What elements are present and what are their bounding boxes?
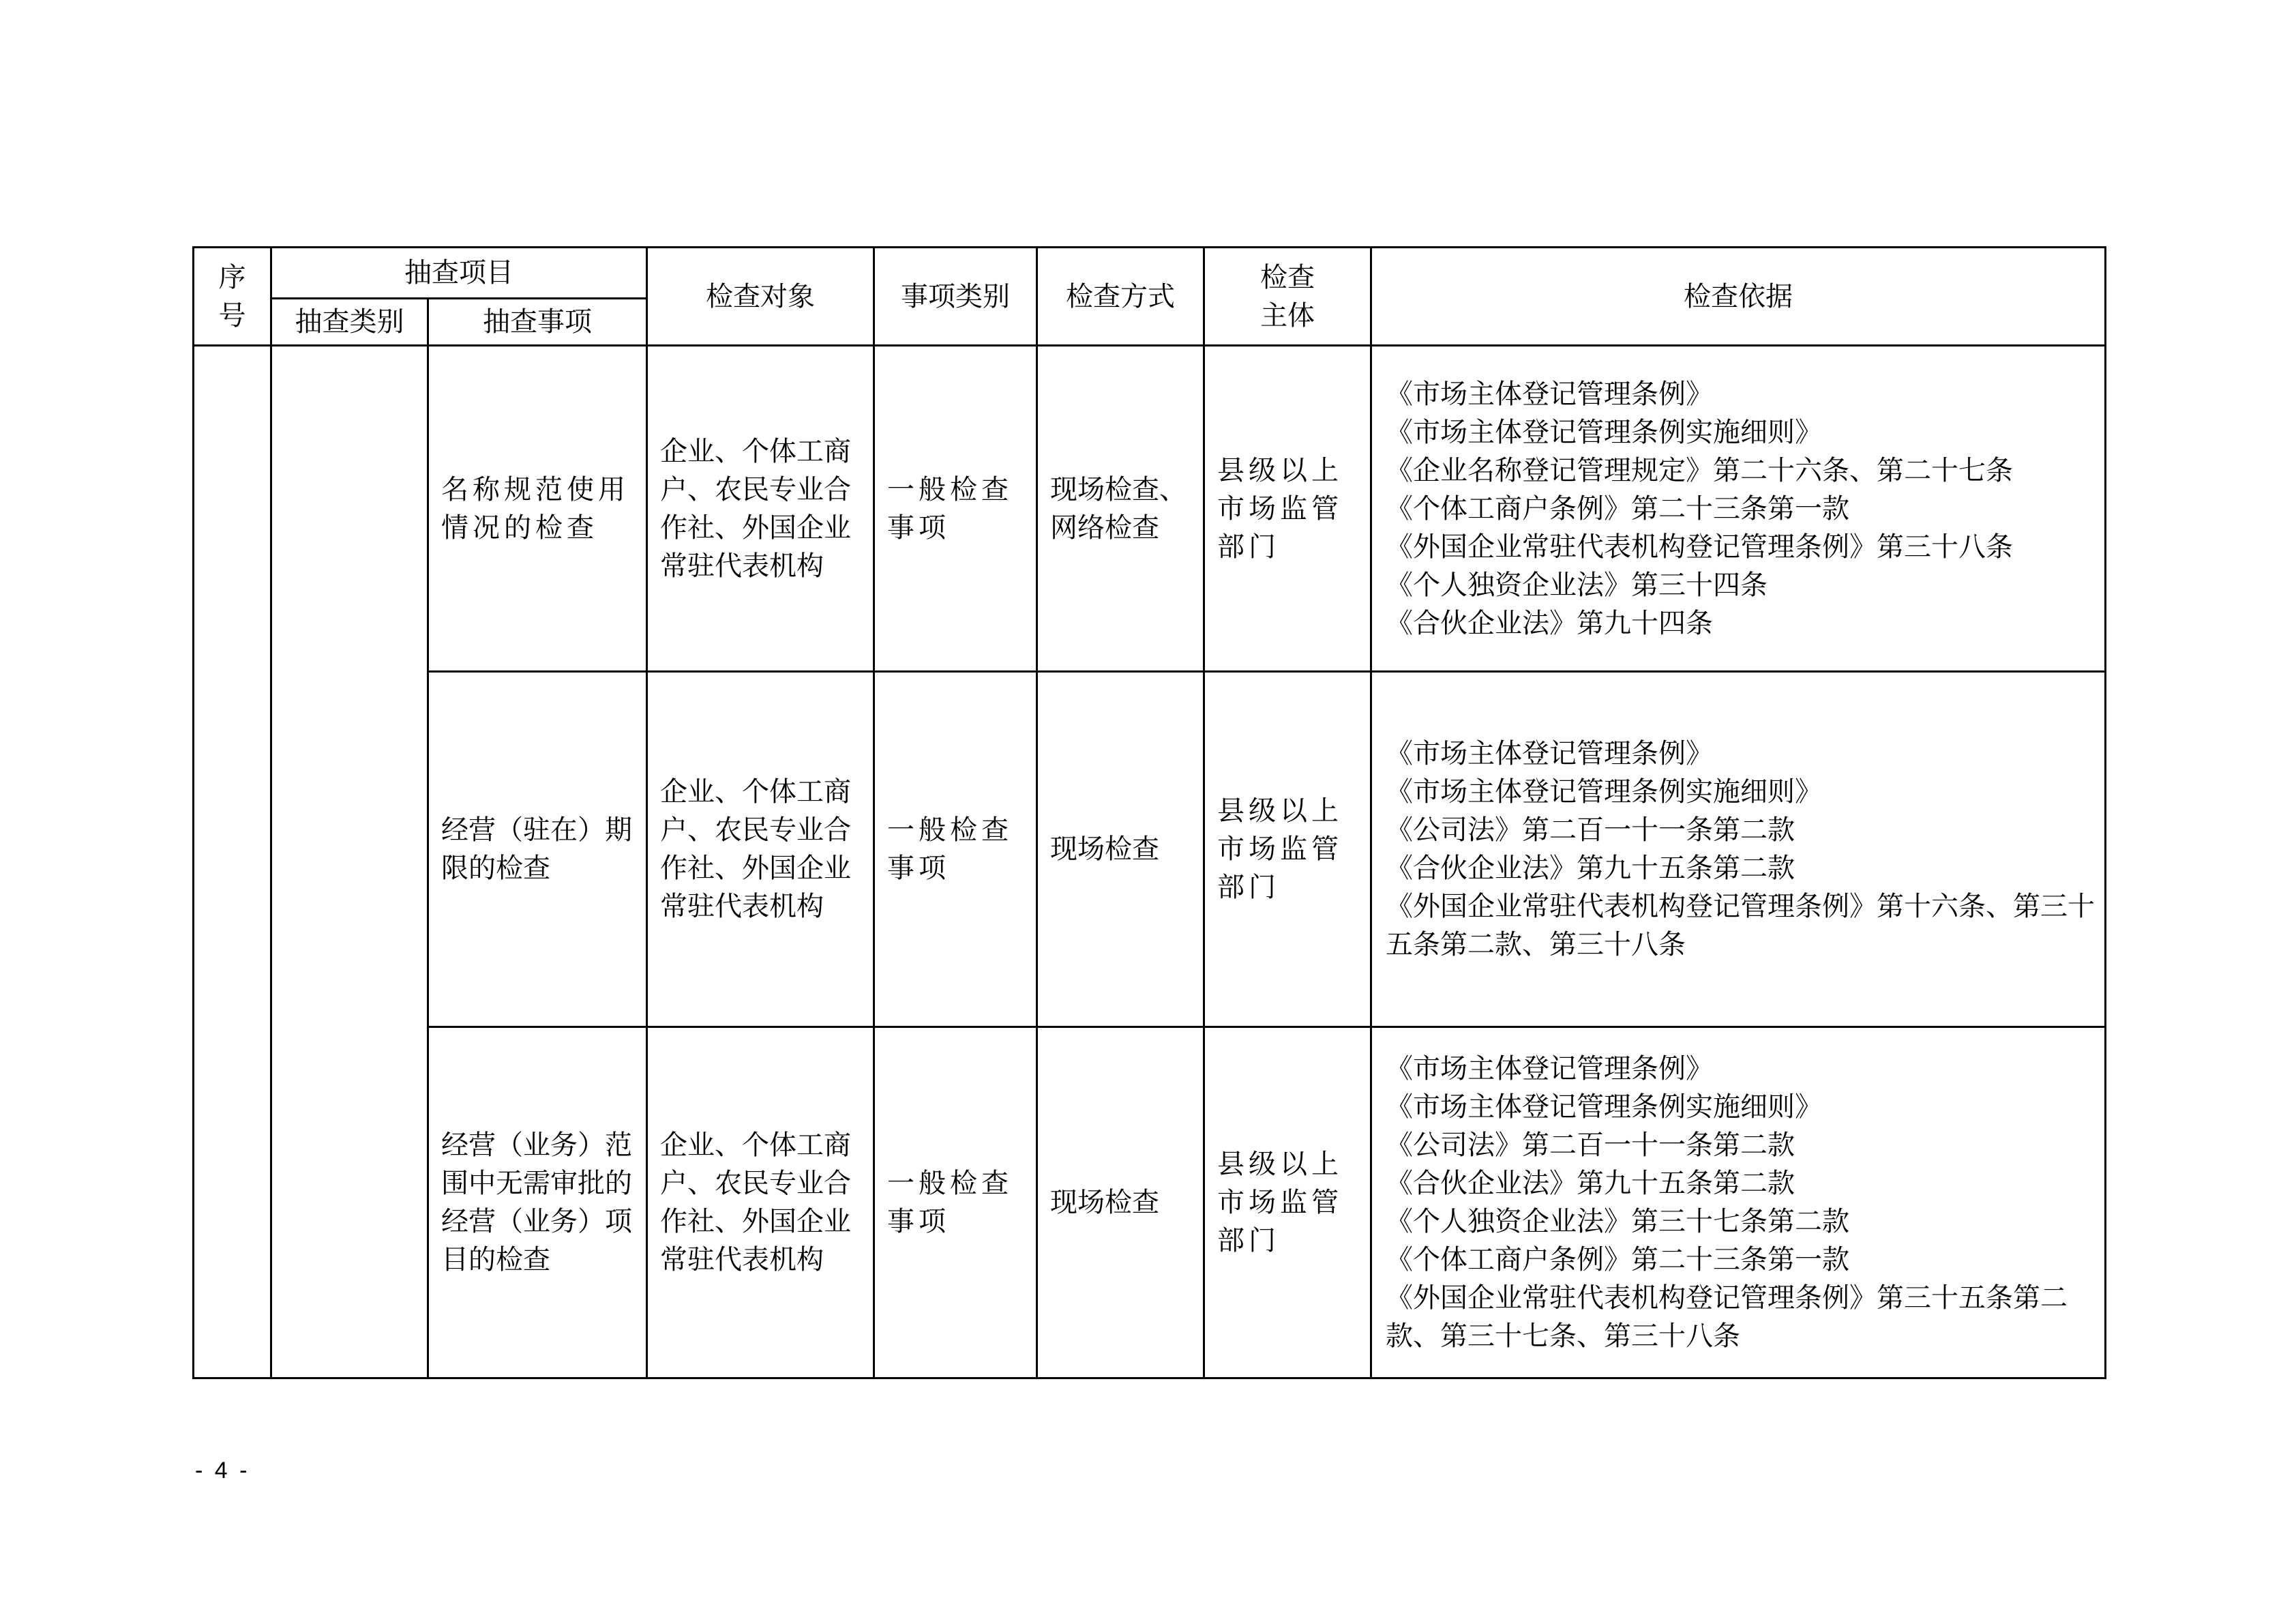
basis-cell [1371, 672, 2106, 1027]
target-cell: 企业、个体工商户、农民专业合作社、外国企业常驻代表机构 [647, 346, 874, 672]
target-cell: 企业、个体工商户、农民专业合作社、外国企业常驻代表机构 [647, 672, 874, 1027]
basis-line: 《个体工商户条例》第二十三条第一款 [1386, 1244, 1849, 1275]
header-category: 抽查类别 [271, 299, 428, 346]
basis-line: 《个人独资企业法》第三十七条第二款 [1386, 1206, 1849, 1237]
page-number: - 4 - [195, 1458, 250, 1483]
basis-line: 《合伙企业法》第九十五条第二款 [1386, 1168, 1795, 1199]
method-cell: 现场检查、网络检查 [1037, 346, 1204, 672]
header-subject-line1: 检查 [1260, 261, 1315, 293]
item-type-cell: 一般检查事项 [874, 346, 1037, 672]
basis-line: 《市场主体登记管理条例》 [1386, 1053, 1713, 1084]
basis-cell [1371, 1027, 2106, 1378]
seq-cell [194, 346, 271, 1378]
basis-line: 《外国企业常驻代表机构登记管理条例》第三十五条第二款、第三十七条、第三十八条 [1386, 1282, 2068, 1352]
basis-line: 《企业名称登记管理规定》第二十六条、第二十七条 [1386, 454, 2013, 486]
basis-line: 《公司法》第二百一十一条第二款 [1386, 1130, 1795, 1161]
basis-line: 《市场主体登记管理条例实施细则》 [1386, 776, 1822, 808]
header-item-type: 事项类别 [874, 248, 1037, 346]
basis-line: 《合伙企业法》第九十四条 [1386, 607, 1713, 639]
basis-line: 《个体工商户条例》第二十三条第一款 [1386, 492, 1849, 525]
inspection-table [192, 246, 2106, 1379]
basis-line: 《外国企业常驻代表机构登记管理条例》第十六条、第三十五条第二款、第三十八条 [1386, 891, 2095, 960]
header-seq [194, 248, 271, 346]
basis-cell [1371, 346, 2106, 672]
header-subject [1204, 248, 1371, 346]
target-cell: 企业、个体工商户、农民专业合作社、外国企业常驻代表机构 [647, 1027, 874, 1378]
header-seq-line1: 序 [218, 261, 246, 293]
item-type-cell: 一般检查事项 [874, 1027, 1037, 1378]
header-project-group: 抽查项目 [271, 248, 647, 299]
basis-line: 《个人独资企业法》第三十四条 [1386, 569, 1768, 601]
header-method: 检查方式 [1037, 248, 1204, 346]
method-cell: 现场检查 [1037, 1027, 1204, 1378]
subject-cell: 县级以上市场监管部门 [1204, 1027, 1371, 1378]
basis-line: 《市场主体登记管理条例》 [1386, 738, 1713, 769]
table-row [194, 346, 2106, 672]
header-item: 抽查事项 [428, 299, 647, 346]
table-row [194, 1027, 2106, 1378]
basis-line: 《市场主体登记管理条例实施细则》 [1386, 1091, 1822, 1123]
subject-cell: 县级以上市场监管部门 [1204, 346, 1371, 672]
header-subject-line2: 主体 [1260, 299, 1315, 331]
item-cell: 名称规范使用情况的检查 [428, 346, 647, 672]
table-row [194, 672, 2106, 1027]
basis-line: 《合伙企业法》第九十五条第二款 [1386, 853, 1795, 884]
basis-line: 《外国企业常驻代表机构登记管理条例》第三十八条 [1386, 531, 2013, 563]
item-cell: 经营（业务）范围中无需审批的经营（业务）项目的检查 [428, 1027, 647, 1378]
category-cell [271, 346, 428, 1378]
basis-line: 《市场主体登记管理条例》 [1386, 378, 1713, 410]
header-basis: 检查依据 [1371, 248, 2106, 346]
header-target: 检查对象 [647, 248, 874, 346]
basis-line: 《市场主体登记管理条例实施细则》 [1386, 416, 1822, 448]
method-cell: 现场检查 [1037, 672, 1204, 1027]
item-type-cell: 一般检查事项 [874, 672, 1037, 1027]
subject-cell: 县级以上市场监管部门 [1204, 672, 1371, 1027]
basis-line: 《公司法》第二百一十一条第二款 [1386, 814, 1795, 846]
item-cell: 经营（驻在）期限的检查 [428, 672, 647, 1027]
header-seq-line2: 号 [218, 299, 246, 331]
